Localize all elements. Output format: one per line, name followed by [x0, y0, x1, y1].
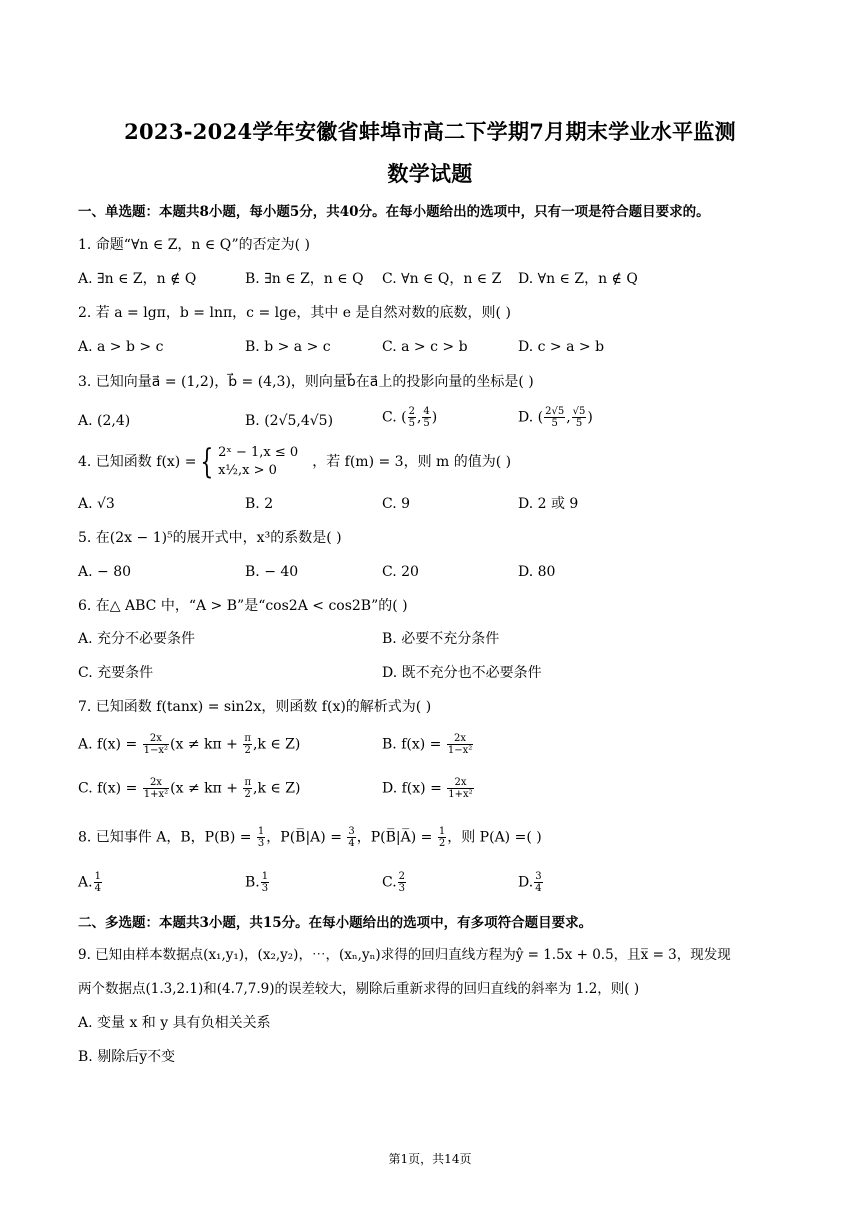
question-9-stem-line-2: 两个数据点(1.3,2.1)和(4.7,7.9)的误差较大，剔除后重新求得的回归直线的斜率为 1.2，则( ) [78, 981, 640, 997]
question-8-option-b: B. $\frac{1}{3}$ [245, 871, 269, 894]
question-6-option-d: D. 既不充分也不必要条件 [382, 665, 542, 681]
question-2-option-d: D. c > a > b [518, 339, 605, 355]
question-6-stem: 6. 在△ ABC 中，“A > B”是“cos2A < cos2B”的( ) [78, 598, 408, 614]
question-3-option-c: C. ( $\frac{2}{5}$ , $\frac{4}{5}$ ) [382, 406, 438, 429]
question-4-option-d: D. 2 或 9 [518, 496, 579, 512]
question-5-option-d: D. 80 [518, 564, 556, 580]
section-single-choice: 一、单选题：本题共8小题，每小题5分，共40分。在每小题给出的选项中，只有一项是符合题目要求的。 [78, 204, 710, 220]
question-5-stem: 5. 在(2x − 1)⁵的展开式中，x³的系数是( ) [78, 530, 342, 546]
question-7-option-a: A. f(x) = $\frac{2x}{\text{1−x²}}$ (x ≠ kπ + $\frac{\pi}{2}$ ,k ∈ Z) [78, 733, 301, 756]
question-3-option-b: B. (2√5,4√5) [245, 413, 334, 429]
question-9-option-a: A. 变量 x 和 y 具有负相关关系 [78, 1015, 271, 1031]
question-8-stem: 8. 已知事件 A，B，P(B) = $\frac{1}{3}$ ，P(B̅|A) = $\frac{3}{4}$ ，P(B̅|A̅) = $\frac{1}{2}$ ，则 P(A) =( ) [78, 826, 542, 849]
question-5-option-a: A. − 80 [78, 564, 132, 580]
question-4-option-a: A. √3 [78, 496, 115, 512]
question-6-option-b: B. 必要不充分条件 [382, 631, 500, 647]
question-1-option-d: D. ∀n ∈ Z，n ∉ Q [518, 271, 638, 287]
question-4-option-b: B. 2 [245, 496, 274, 512]
question-3-option-d: D. ( $\frac{2√5}{5}$ , $\frac{√5}{5}$ ) [518, 406, 593, 429]
question-8-option-a: A. $\frac{1}{4}$ [78, 871, 101, 894]
question-8-option-d: D. $\frac{3}{4}$ [518, 871, 542, 894]
question-3-option-a: A. (2,4) [78, 413, 131, 429]
question-6-option-a: A. 充分不必要条件 [78, 631, 196, 647]
question-2-stem: 2. 若 a = lgπ，b = lnπ，c = lge，其中 e 是自然对数的底数，则( ) [78, 305, 511, 321]
question-5-option-c: C. 20 [382, 564, 419, 580]
question-3-stem: 3. 已知向量a⃗ = (1,2)，b⃗ = (4,3)，则向量b⃗在a⃗上的投影向量的坐标是( ) [78, 374, 534, 390]
question-7-option-b: B. f(x) = $\frac{2x}{\text{1−x²}}$ [382, 733, 473, 756]
question-7-option-c: C. f(x) = $\frac{2x}{\text{1+x²}}$ (x ≠ kπ + $\frac{\pi}{2}$ ,k ∈ Z) [78, 777, 301, 800]
question-1-option-c: C. ∀n ∈ Q，n ∈ Z [382, 271, 502, 287]
question-9-stem-line-1: 9. 已知由样本数据点(x₁,y₁)，(x₂,y₂)，⋯，(xₙ,yₙ)求得的回归直线方程为ŷ = 1.5x + 0.5，且x̅ = 3，现发现 [78, 947, 731, 963]
question-7-option-d: D. f(x) = $\frac{2x}{\text{1+x²}}$ [382, 777, 473, 800]
exam-subject: 数学试题 [387, 161, 473, 186]
question-1-option-b: B. ∃n ∈ Z，n ∈ Q [245, 271, 364, 287]
question-2-option-b: B. b > a > c [245, 339, 331, 355]
question-8-option-c: C. $\frac{2}{3}$ [382, 871, 406, 894]
question-4-stem: 4. 已知函数 f(x) = { 2ˣ − 1,x ≤ 0 x½,x > 0 ，若 f(m) = 3，则 m 的值为( ) [78, 442, 512, 482]
question-2-option-c: C. a > c > b [382, 339, 468, 355]
page-footer: 第1页，共14页 [388, 1152, 472, 1166]
question-5-option-b: B. − 40 [245, 564, 299, 580]
question-2-option-a: A. a > b > c [78, 339, 164, 355]
question-4-option-c: C. 9 [382, 496, 411, 512]
question-7-stem: 7. 已知函数 f(tanx) = sin2x，则函数 f(x)的解析式为( ) [78, 699, 432, 715]
question-1-stem: 1. 命题“∀n ∈ Z，n ∈ Q”的否定为( ) [78, 237, 310, 253]
question-9-option-b: B. 剔除后y̅不变 [78, 1049, 176, 1065]
question-6-option-c: C. 充要条件 [78, 665, 154, 681]
section-multi-choice: 二、多选题：本题共3小题，共15分。在每小题给出的选项中，有多项符合题目要求。 [78, 915, 593, 931]
question-1-option-a: A. ∃n ∈ Z，n ∉ Q [78, 271, 197, 287]
exam-title: 2023-2024学年安徽省蚌埠市高二下学期7月期末学业水平监测 [124, 119, 736, 144]
